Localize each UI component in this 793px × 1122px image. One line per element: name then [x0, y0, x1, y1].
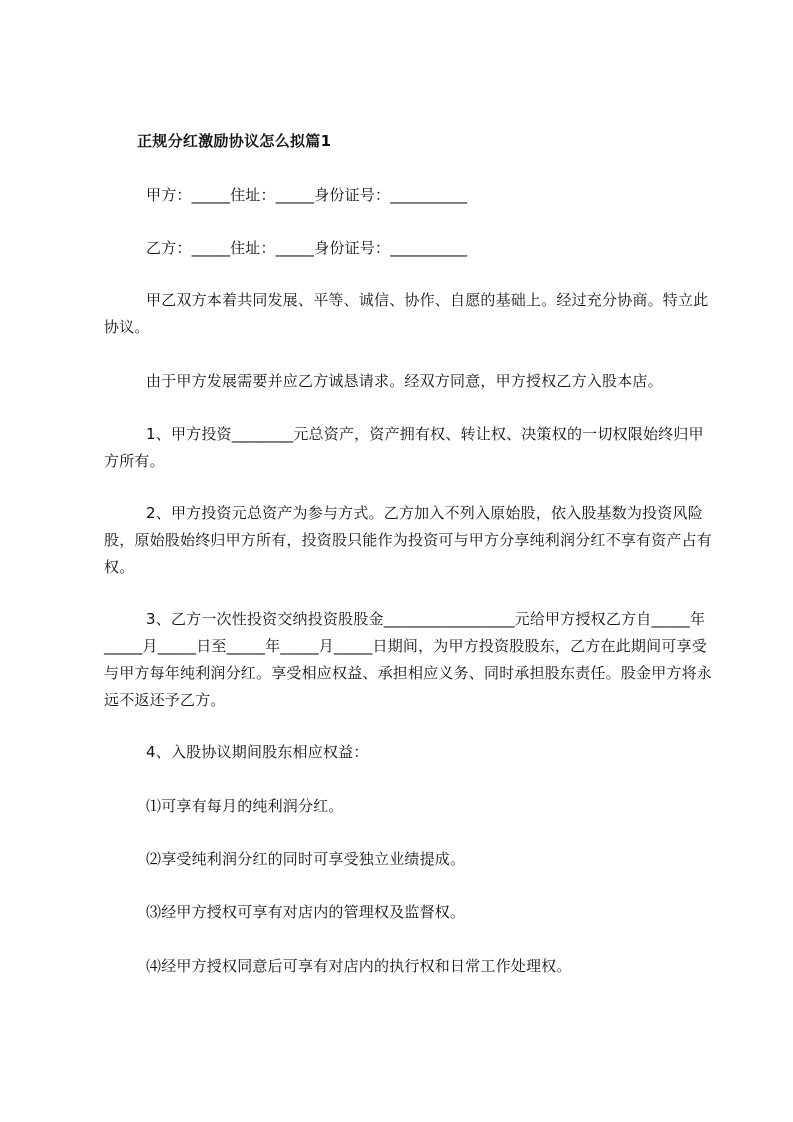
clause-4-heading: 4、入股协议期间股东相应权益：	[146, 743, 369, 761]
benefit-item-2: ⑵享受纯利润分红的同时可享受独立业绩提成。	[146, 850, 466, 868]
document-title: 正规分红激励协议怎么拟篇1	[137, 132, 332, 150]
intro-paragraph: 甲乙双方本着共同发展、平等、诚信、协作、自愿的基础上。经过充分协商。特立此协议。	[104, 291, 709, 336]
benefit-item-1: ⑴可享有每月的纯利润分红。	[146, 797, 344, 815]
reason-paragraph: 由于甲方发展需要并应乙方诚恳请求。经双方同意，甲方授权乙方入股本店。	[146, 372, 663, 390]
clause-3-paragraph: 3、乙方一次性投资交纳投资股股金_________________元给甲方授权乙方自_____年_____月_____日至_____年_____月_____日期间，为甲方投资股股东，乙方在此期间可享受与甲方每年纯利润分红。享受相应权益、承担相应义务、同时承担股东责任。股金甲方将永远不返还予乙方。	[104, 610, 713, 709]
clause-2-paragraph: 2、甲方投资元总资产为参与方式。乙方加入不列入原始股，依入股基数为投资风险股，原始股始终归甲方所有，投资股只能作为投资可与甲方分享纯利润分红不享有资产占有权。	[104, 504, 713, 576]
party-a-line: 甲方：_____住址：_____身份证号：__________	[146, 186, 468, 204]
benefit-item-4: ⑷经甲方授权同意后可享有对店内的执行权和日常工作处理权。	[146, 957, 572, 975]
party-b-line: 乙方：_____住址：_____身份证号：__________	[146, 239, 468, 257]
benefit-item-3: ⑶经甲方授权可享有对店内的管理权及监督权。	[146, 903, 466, 921]
clause-1-paragraph: 1、甲方投资________元总资产，资产拥有权、转让权、决策权的一切权限始终归甲方所有。	[104, 425, 704, 470]
